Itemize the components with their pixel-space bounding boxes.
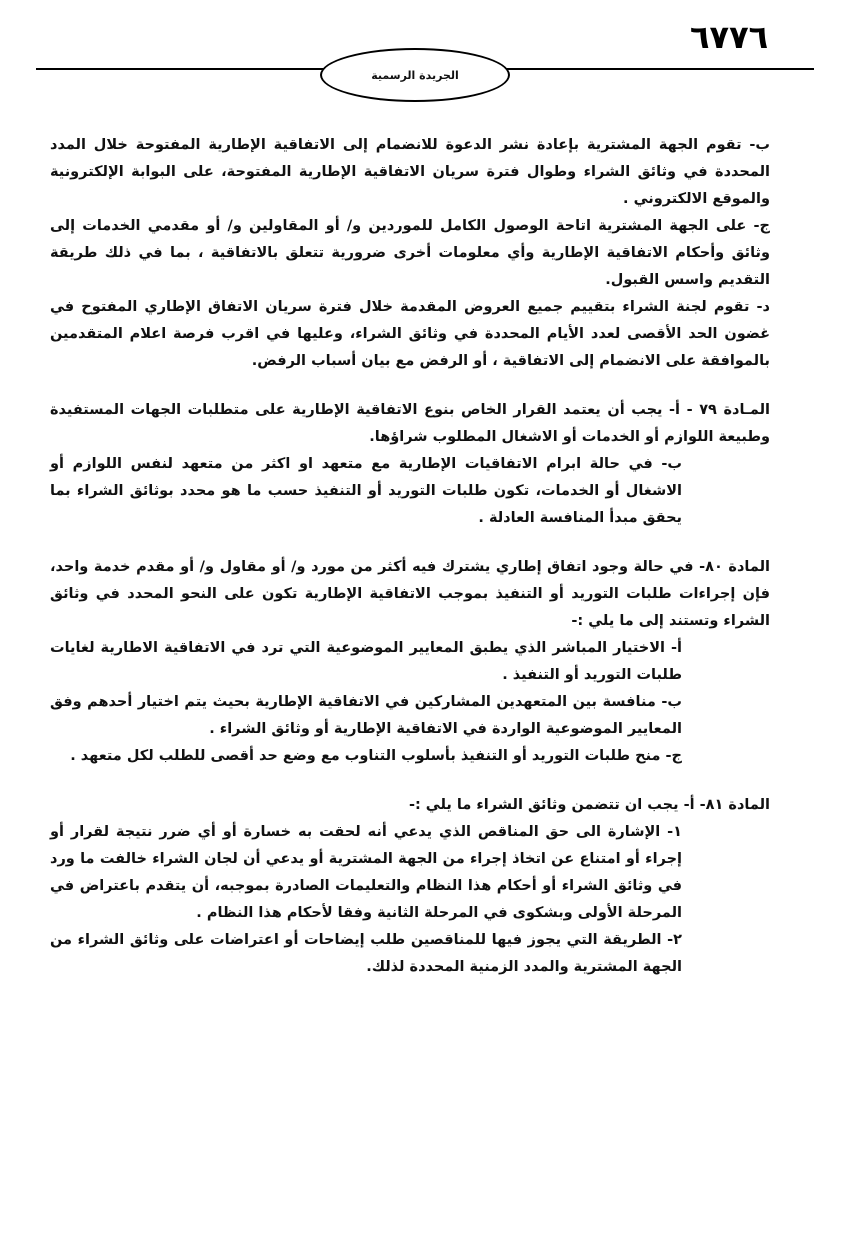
article-81-item-1: ١- الإشارة الى حق المناقص الذي يدعي أنه لحقت به خسارة أو أي ضرر نتيجة لقرار أو إجراء أو امتناع عن اتخاذ إجراء من الجهة المشترية أو يدعي أن لجان الشراء خالفت ما ورد في وثائق الشراء أو أحكام هذا النظام والتعليمات الصادرة بموجبه، أن يتقدم باعتراض في المرحلة الأولى وبشكوى في المرحلة الثانية وفقا لأحكام هذا النظام .	[50, 824, 682, 921]
article-80-c: ج- منح طلبات التوريد أو التنفيذ بأسلوب التناوب مع وضع حد أقصى للطلب لكل متعهد .	[70, 748, 682, 764]
article-79-a: المـادة ٧٩ - أ- يجب أن يعتمد القرار الخاص بنوع الاتفاقية الإطارية على متطلبات الجهات المستفيدة وطبيعة اللوازم أو الخدمات أو الاشغال المطلوب شراؤها.	[50, 402, 770, 445]
paragraph-d: د- تقوم لجنة الشراء بتقييم جميع العروض المقدمة خلال فترة سريان الاتفاق الإطاري المفتوح في غضون الحد الأقصى لعدد الأيام المحددة في وثائق الشراء، وعليها في اقرب فرصة اعلام المتقدمين بالموافقة على الانضمام إلى الاتفاقية ، أو الرفض مع بيان أسباب الرفض.	[50, 299, 770, 369]
article-81-intro: المادة ٨١- أ- يجب ان تتضمن وثائق الشراء ما يلي :-	[408, 797, 770, 813]
article-81-item-2: ٢- الطريقة التي يجوز فيها للمناقصين طلب إيضاحات أو اعتراضات على وثائق الشراء من الجهة المشترية والمدد الزمنية المحددة لذلك.	[50, 932, 682, 975]
article-79	[50, 397, 770, 532]
article-80	[50, 554, 770, 770]
article-80-b: ب- منافسة بين المتعهدين المشاركين في الاتفاقية الإطارية بحيث يتم اختيار أحدهم وفق المعايير الموضوعية الواردة في الاتفاقية الإطارية أو وثائق الشراء .	[50, 694, 682, 737]
article-81	[50, 792, 770, 981]
paragraph-b: ب- تقوم الجهة المشترية بإعادة نشر الدعوة للانضمام إلى الاتفاقية الإطارية المفتوحة خلال المدد المحددة في وثائق الشراء وطوال فترة سريان الاتفاقية الإطارية المفتوحة، على البوابة الإلكترونية والموقع الالكتروني .	[50, 137, 770, 207]
article-80-intro: المادة ٨٠- في حالة وجود اتفاق إطاري يشترك فيه أكثر من مورد و/ أو مقاول و/ أو مقدم خدمة واحد، فإن إجراءات طلبات التوريد أو التنفيذ بموجب الاتفاقية الإطارية تكون على النحو المحدد في وثائق الشراء وتستند إلى ما يلي :-	[50, 559, 770, 629]
article-79-b: ب- في حالة ابرام الاتفاقيات الإطارية مع متعهد او اكثر من متعهد لنفس اللوازم أو الاشغال أو الخدمات، تكون طلبات التوريد أو التنفيذ حسب ما هو محدد بوثائق الشراء بما يحقق مبدأ المنافسة العادلة .	[50, 456, 682, 526]
page-number: ٦٧٧٦	[690, 18, 769, 56]
document-body	[50, 132, 770, 981]
paragraph-c: ج- على الجهة المشترية اتاحة الوصول الكامل للموردين و/ أو المقاولين و/ أو مقدمي الخدمات إلى وثائق وأحكام الاتفاقية الإطارية وأي معلومات أخرى ضرورية تتعلق بالاتفاقية ، بما في ذلك طريقة التقديم واسس القبول.	[50, 218, 770, 288]
gazette-label: الجريدة الرسمية	[320, 48, 510, 102]
article-80-a: أ- الاختيار المباشر الذي يطبق المعايير الموضوعية التي ترد في الاتفاقية الاطارية لغايات طلبات التوريد أو التنفيذ .	[50, 640, 682, 683]
